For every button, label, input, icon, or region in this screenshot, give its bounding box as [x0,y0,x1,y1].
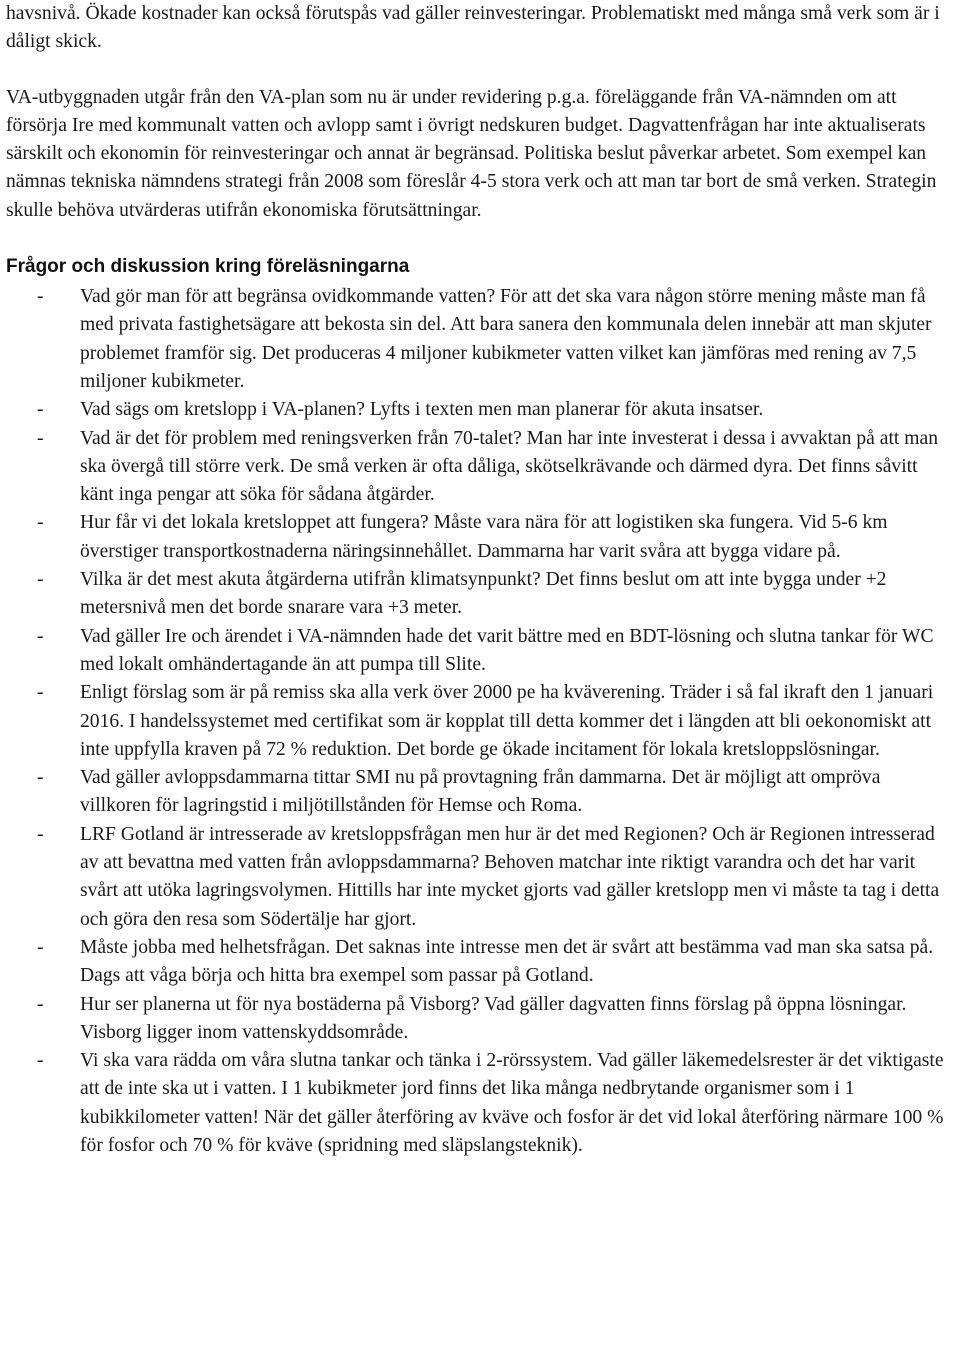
list-item [6,509,956,566]
list-item [6,679,956,764]
list-item-text: Hur ser planerna ut för nya bostäderna på Visborg? Vad gäller dagvatten finns förslag på öppna lösningar. Visborg ligger inom vattenskyddsområde. [80,993,907,1043]
list-item [6,991,956,1048]
list-item-text: Vad är det för problem med reningsverken från 70-talet? Man har inte investerat i dessa i avvaktan på att man ska övergå till större verk. De små verken är ofta dåliga, skötselkrävande och därmed dyra. Det finns såvitt känt inga pengar att söka för sådana åtgärder. [80,427,938,506]
list-dash: - [37,936,44,958]
list-item-text: Hur får vi det lokala kretsloppet att fungera? Måste vara nära för att logistiken ska fungera. Vid 5-6 km överstiger transportkostnaderna näringsinnehållet. Dammarna har varit svåra att bygga vidare på. [80,512,888,562]
list-item-text: Måste jobba med helhetsfrågan. Det saknas inte intresse men det är svårt att bestämma vad man ska satsa på. Dags att våga börja och hitta bra exempel som passar på Gotland. [80,936,934,987]
section-heading: Frågor och diskussion kring föreläsningarna [6,256,410,278]
list-item [6,283,956,396]
list-item [6,623,956,680]
list-item-text: Vilka är det mest akuta åtgärderna utifrån klimatsynpunkt? Det finns beslut om att inte bygga under +2 metersnivå men det borde snarare vara +3 meter. [80,569,887,619]
list-dash: - [37,286,44,308]
list-dash: - [37,767,44,789]
list-item-text: LRF Gotland är intresserade av kretsloppsfrågan men hur är det med Regionen? Och är Regionen intresserad av att bevattna med vatten från avloppsdammarna? Behoven matchar inte riktigt varandra och det har varit svårt att utöka lagringsvolymen. Hittills har inte mycket gjorts vad gäller kretslopp men vi måste ta tag i detta och göra den resa som Södertälje har gjort. [80,823,940,930]
list-dash: - [37,1050,44,1072]
list-dash: - [37,399,44,421]
list-item-text: Enligt förslag som är på remiss ska alla verk över 2000 pe ha kväverening. Träder i så fal ikraft den 1 januari 2016. I handelssystemet med certifikat som är kopplat till detta kommer det i längden att bli oekonomiskt att inte uppfylla kraven på 72 % reduktion. Det borde ge ökade incitament för lokala kretsloppslösningar. [80,682,934,760]
list-item-text: Vad gäller avloppsdammarna tittar SMI nu på provtagning från dammarna. Det är möjligt att ompröva villkoren för lagringstid i miljötillstånden för Hemse och Roma. [80,767,881,817]
list-item-text: Vad gäller Ire och ärendet i VA-nämnden hade det varit bättre med en BDT-lösning och slutna tankar för WC med lokalt omhändertagande än att pumpa till Slite. [80,625,934,675]
list-dash: - [37,682,44,704]
list-item [6,396,956,424]
list-item [6,934,956,991]
list-dash: - [37,993,44,1015]
list-dash: - [37,569,44,591]
list-item [6,764,956,821]
list-item [6,566,956,623]
discussion-list [6,283,956,1160]
list-item-text: Vad sägs om kretslopp i VA-planen? Lyfts i texten men man planerar för akuta insatser. [80,399,764,421]
list-item [6,821,956,934]
list-item [6,425,956,510]
list-dash: - [37,512,44,534]
list-item [6,1047,956,1160]
document-page [6,0,956,1160]
list-dash: - [37,427,44,449]
va-plan-paragraph: VA-utbyggnaden utgår från den VA-plan som nu är under revidering p.g.a. föreläggande från VA-nämnden om att försörja Ire med kommunalt vatten och avlopp samt i övrigt nedskuren budget. Dagvattenfrågan har inte aktualiserats särskilt och ekonomin för reinvesteringar och annat är begränsad. Politiska beslut påverkar arbetet. Som exempel kan nämnas tekniska nämndens strategi från 2008 som föreslår 4-5 stora verk och att man tar bort de små verken. Strategin skulle behöva utvärderas utifrån ekonomiska förutsättningar. [6,86,937,221]
list-dash: - [37,625,44,647]
intro-paragraph: havsnivå. Ökade kostnader kan också förutspås vad gäller reinvesteringar. Problematiskt med många små verk som är i dåligt skick. [6,3,940,53]
list-item-text: Vad gör man för att begränsa ovidkommande vatten? För att det ska vara någon större mening måste man få med privata fastighetsägare att bekosta sin del. Att bara sanera den kommunala delen innebär att man skjuter problemet framför sig. Det produceras 4 miljoner kubikmeter vatten vilket kan jämföras med rening av 7,5 miljoner kubikmeter. [80,286,932,392]
list-dash: - [37,823,44,845]
list-item-text: Vi ska vara rädda om våra slutna tankar och tänka i 2-rörssystem. Vad gäller läkemedelsrester är det viktigaste att de inte ska ut i vatten. I 1 kubikmeter jord finns det lika många nedbrytande organismer som i 1 kubikkilometer vatten! När det gäller återföring av kväve och fosfor är det vid lokal återföring närmare 100 % för fosfor och 70 % för kväve (spridning med släpslangsteknik). [80,1050,944,1156]
